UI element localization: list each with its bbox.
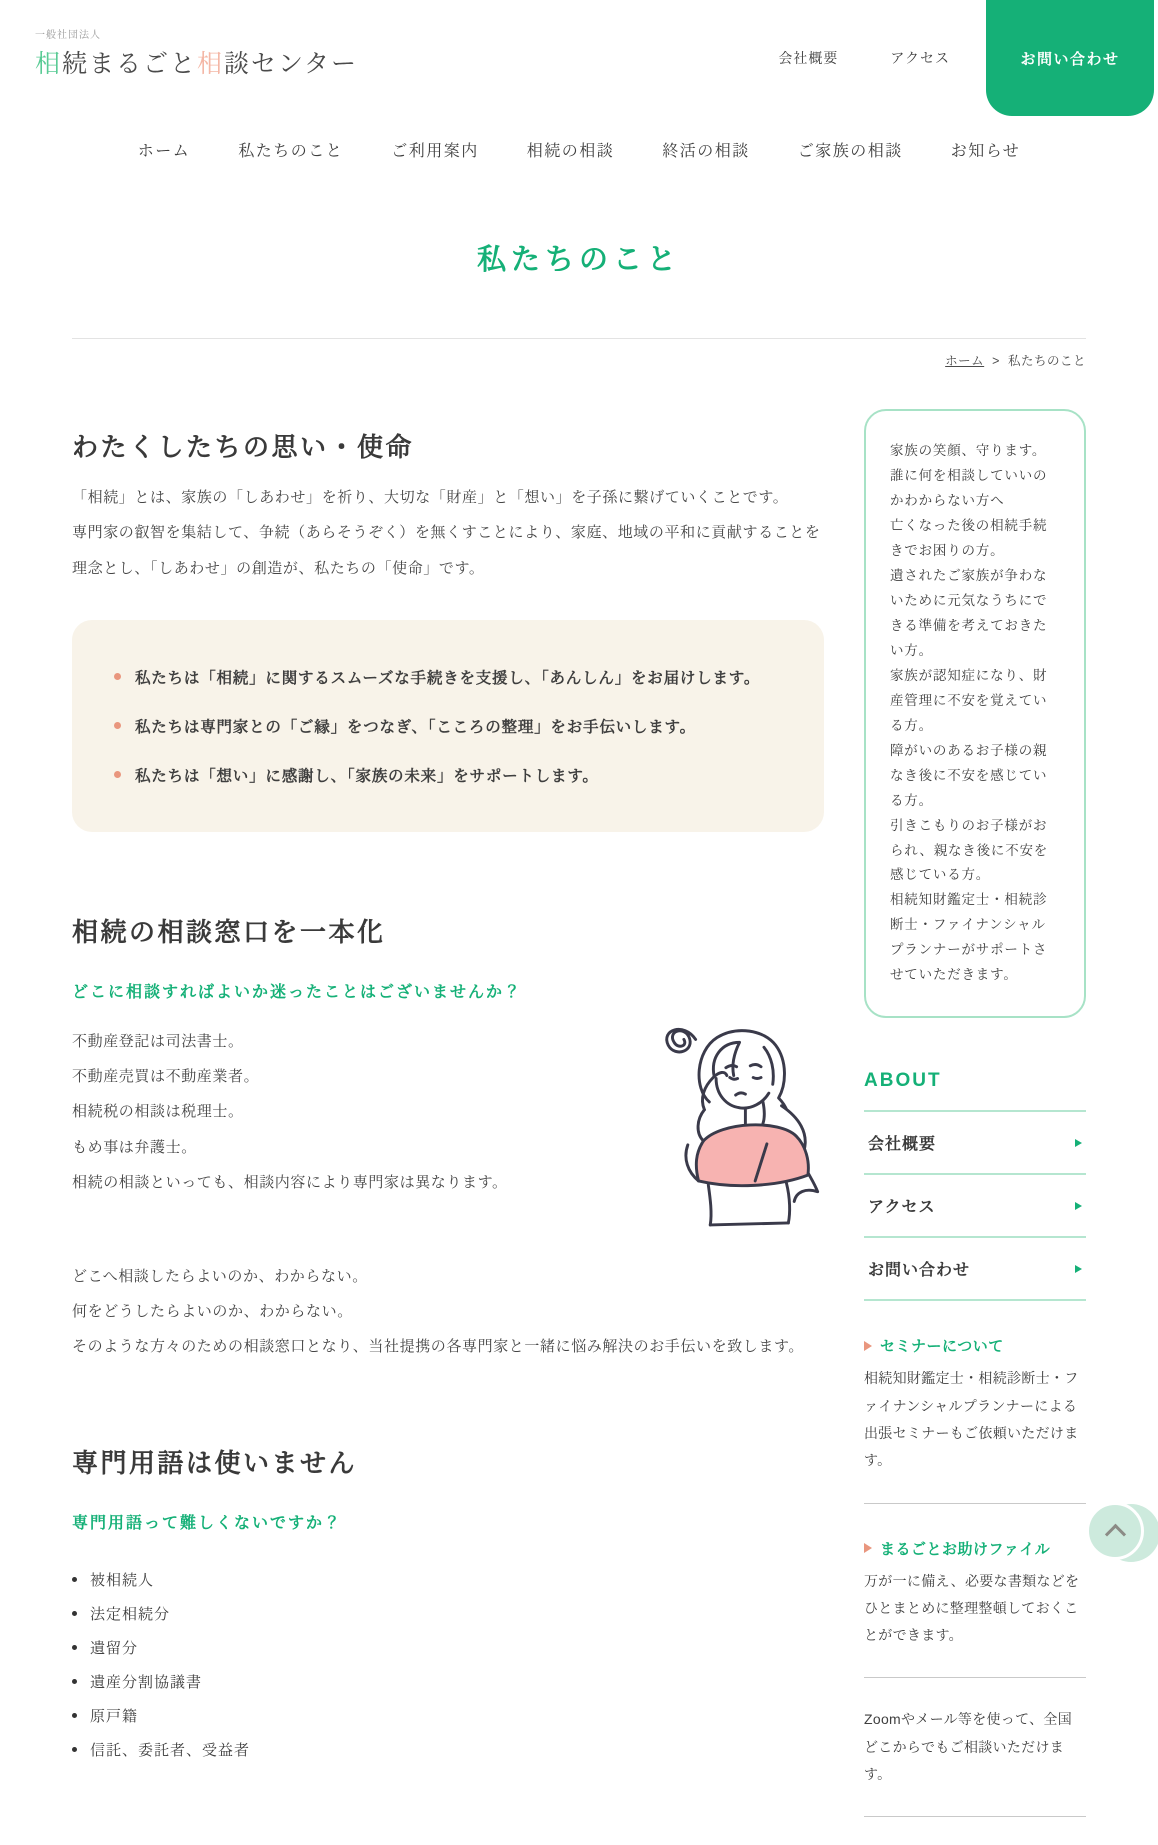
arrow-right-icon [1075,1202,1082,1210]
bullet-icon [72,1747,77,1752]
site-name: 相続まるごと相談センター [35,50,359,78]
sidebar-item-company[interactable] [864,1112,1086,1175]
note-title [864,1335,1086,1356]
mission-highlight-box [72,620,824,832]
nav-item-family[interactable]: ご家族の相談 [797,143,903,160]
note-title-text: セミナーについて [880,1338,1004,1356]
section-no-jargon [72,1443,824,1767]
sidebar-note-seminar [864,1335,1086,1474]
bullet-icon [114,771,121,778]
highlight-item [114,764,782,786]
sidebar-item-contact[interactable] [864,1238,1086,1301]
bullet-icon [72,1645,77,1650]
contact-button[interactable]: お問い合わせ [986,0,1154,116]
bullet-icon [114,722,121,729]
list-item [72,1563,824,1597]
note-title-text: まるごとお助けファイル [880,1540,1051,1558]
divider [864,1816,1086,1817]
nav-item-end-of-life[interactable]: 終活の相談 [662,143,750,160]
sidebar-item-access[interactable] [864,1175,1086,1238]
triangle-right-icon [864,1543,872,1553]
divider [864,1677,1086,1678]
highlight-text: 私たちは「想い」に感謝し、「家族の未来」をサポートします。 [135,767,599,785]
mission-heading: わたくしたちの思い・使命 [72,432,415,462]
terms-list [72,1563,824,1767]
bullet-icon [72,1577,77,1582]
scroll-to-top-button[interactable] [1086,1502,1158,1562]
one-stop-heading: 相続の相談窓口を一本化 [72,916,386,947]
bullet-icon [72,1611,77,1616]
one-stop-paragraph-1: 不動産登記は司法書士。 不動産売買は不動産業者。 相続税の相談は税理士。 もめ事は弁護士。 相続の相談といっても、相談内容により専門家は異なります。 [72,1032,508,1191]
term-text: 法定相続分 [90,1606,171,1623]
list-item [72,1699,824,1733]
sidebar [864,409,1086,1845]
note-body: 相続知財鑑定士・相続診断士・ファイナンシャルプランナーによる出張セミナーもご依頼いただけます。 [864,1370,1079,1469]
mission-paragraph: 「相続」とは、家族の「しあわせ」を祈り、大切な「財産」と「想い」を子孫に繋げていくことです。 専門家の叡智を集結して、争続（あらそうぞく）を無くすことにより、家庭、地域の平和に貢献することを理念とし、「しあわせ」の創造が、私たちの「使命」です。 [72,489,821,577]
arrow-right-icon [1075,1265,1082,1273]
nav-item-news[interactable]: お知らせ [950,143,1021,160]
highlight-text: 私たちは「相続」に関するスムーズな手続きを支援し、「あんしん」をお届けします。 [135,669,761,687]
intro-line: 相続知財鑑定士・相続診断士・ファイナンシャルプランナーがサポートさせていただきます。 [890,892,1048,983]
sidebar-footnote: Zoomやメール等を使って、全国どこからでもご相談いただけます。 [864,1711,1073,1782]
divider [864,1503,1086,1504]
list-item [72,1733,824,1767]
section-mission [72,427,824,832]
about-title: ABOUT [864,1070,942,1092]
page-title: 私たちのこと [476,244,681,276]
chevron-up-icon [1104,1523,1125,1544]
about-link-label: 会社概要 [868,1136,937,1154]
site-logo[interactable] [35,26,358,80]
term-text: 遺産分割協議書 [90,1674,203,1691]
about-link-label: お問い合わせ [868,1262,971,1280]
one-stop-paragraph-2: どこへ相談したらよいのか、わからない。 何をどうしたらよいのか、わからない。 そのような方々のための相談窓口となり、当社提携の各専門家と一緒に悩み解決のお手伝いを致します。 [72,1267,805,1356]
main-column [72,409,824,1767]
bullet-icon [72,1679,77,1684]
highlight-item [114,666,782,688]
list-item [72,1665,824,1699]
intro-line: 家族の笑顔、守ります。 [890,443,1047,458]
worried-woman-illustration [639,1006,844,1231]
no-jargon-subheading: 専門用語って難しくないですか？ [72,1514,343,1532]
content [72,409,1086,1845]
intro-line: 誰に何を相談していいのかわからない方へ [890,467,1048,508]
utility-nav [778,0,950,116]
breadcrumb-home-link[interactable]: ホーム [945,354,985,368]
organization-type: 一般社団法人 [35,30,101,41]
utility-link-company[interactable]: 会社概要 [778,50,839,66]
no-jargon-heading: 専門用語は使いません [72,1447,358,1478]
nav-item-inheritance[interactable]: 相続の相談 [526,143,615,160]
term-text: 信託、委託者、受益者 [90,1742,251,1759]
consult-row [72,1024,824,1231]
main-nav [0,138,1158,161]
term-text: 遺留分 [90,1640,139,1657]
sidebar-intro-box [864,409,1086,1018]
intro-line: 亡くなった後の相続手続きでお困りの方。 [890,517,1048,558]
sidebar-note-file [864,1538,1086,1650]
highlight-item [114,715,782,737]
about-list [864,1110,1086,1301]
scroll-button-circle [1086,1502,1144,1560]
nav-item-about-us[interactable]: 私たちのこと [238,143,344,160]
note-body: 万が一に備え、必要な書類などをひとまとめに整理整頓しておくことができます。 [864,1572,1080,1644]
nav-item-guide[interactable]: ご利用案内 [391,143,479,160]
title-divider [72,338,1086,339]
intro-line: 引きこもりのお子様がおられ、親なき後に不安を感じている方。 [890,817,1049,883]
header [0,0,1158,116]
breadcrumb [72,351,1086,369]
utility-link-access[interactable]: アクセス [890,50,950,66]
bullet-icon [72,1713,77,1718]
breadcrumb-current: 私たちのこと [1007,354,1086,368]
nav-item-home[interactable]: ホーム [137,143,191,160]
section-one-stop [72,912,824,1365]
bullet-icon [114,673,121,680]
arrow-right-icon [1075,1139,1082,1147]
list-item [72,1631,824,1665]
highlight-text: 私たちは専門家との「ご縁」をつなぎ、「こころの整理」をお手伝いします。 [135,718,696,736]
intro-line: 遺されたご家族が争わないために元気なうちにできる準備を考えておきたい方。 [890,567,1048,658]
list-item [72,1597,824,1631]
term-text: 被相続人 [90,1572,155,1589]
triangle-right-icon [864,1341,872,1351]
note-title [864,1538,1086,1559]
intro-line: 障がいのあるお子様の親なき後に不安を感じている方。 [890,742,1048,808]
breadcrumb-separator: > [992,354,1000,368]
one-stop-subheading: どこに相談すればよいか迷ったことはございませんか？ [72,983,523,1001]
about-link-label: アクセス [868,1199,936,1217]
intro-line: 家族が認知症になり、財産管理に不安を覚えている方。 [890,667,1048,733]
about-nav [864,1070,1086,1301]
term-text: 原戸籍 [90,1708,139,1725]
